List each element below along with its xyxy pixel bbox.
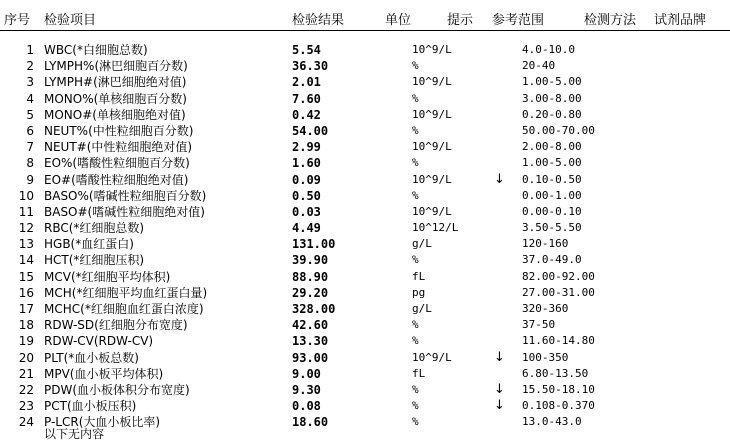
table-row: [0, 139, 730, 155]
table-row: [0, 301, 730, 317]
reference-range: 50.00-70.00: [522, 123, 595, 137]
test-result: 0.50: [292, 188, 321, 203]
reference-range: 0.108-0.370: [522, 399, 595, 413]
test-name: MONO%(单核细胞百分数): [44, 91, 187, 106]
table-row: [0, 269, 730, 285]
table-row: [0, 58, 730, 74]
row-index: 9: [26, 172, 34, 187]
test-name: MCH(*红细胞平均血红蛋白量): [44, 285, 208, 300]
reference-range: 320-360: [522, 302, 569, 315]
row-index: 22: [18, 382, 34, 397]
table-row: [0, 414, 730, 430]
table-row: [0, 252, 730, 268]
table-row: [0, 285, 730, 301]
row-index: 19: [18, 334, 34, 349]
row-index: 23: [18, 399, 34, 414]
test-name: LYMPH%(淋巴细胞百分数): [44, 59, 188, 74]
test-unit: %: [412, 399, 419, 413]
test-result: 13.30: [292, 334, 329, 349]
table-row: [0, 42, 730, 58]
reference-range: 27.00-31.00: [522, 285, 595, 299]
reference-range: 15.50-18.10: [522, 382, 595, 396]
row-index: 14: [18, 253, 34, 268]
row-index: 10: [18, 188, 34, 203]
abnormal-flag-icon: ↓: [494, 349, 505, 365]
test-result: 328.00: [292, 302, 336, 316]
test-name: EO#(嗜酸性粒细胞绝对值): [44, 172, 189, 187]
reference-range: 0.20-0.80: [522, 107, 582, 121]
abnormal-flag-icon: ↓: [494, 171, 505, 187]
table-row: [0, 220, 730, 236]
row-index: 21: [18, 366, 34, 381]
test-name: MCV(*红细胞平均体积): [44, 269, 171, 284]
table-row: [0, 188, 730, 204]
test-unit: %: [412, 156, 419, 170]
test-name: RBC(*红细胞总数): [44, 221, 145, 236]
test-result: 5.54: [292, 43, 321, 57]
row-index: 15: [18, 269, 34, 284]
end-of-report-note: 以下无内容: [44, 427, 105, 441]
row-index: 5: [26, 107, 34, 122]
table-row: [0, 107, 730, 123]
reference-range: 37.0-49.0: [522, 253, 582, 267]
test-unit: pg: [412, 285, 426, 299]
test-unit: %: [412, 188, 419, 202]
test-unit: g/L: [412, 302, 432, 315]
test-unit: 10^9/L: [412, 43, 452, 56]
test-name: MONO#(单核细胞绝对值): [44, 107, 186, 122]
abnormal-flag-icon: ↓: [494, 398, 505, 414]
test-name: PCT(血小板压积): [44, 399, 137, 414]
test-name: RDW-SD(红细胞分布宽度): [44, 318, 188, 333]
row-index: 11: [18, 204, 34, 219]
test-unit: 10^9/L: [412, 204, 452, 218]
reference-range: 4.0-10.0: [522, 43, 575, 56]
row-index: 3: [26, 75, 34, 90]
test-name: MCHC(*红细胞血红蛋白浓度): [44, 302, 204, 316]
test-result: 131.00: [292, 237, 336, 252]
row-index: 1: [26, 43, 34, 57]
reference-range: 2.00-8.00: [522, 140, 582, 154]
row-index: 12: [18, 221, 34, 236]
header-flag: 提示: [447, 13, 474, 28]
row-index: 7: [26, 140, 34, 155]
row-index: 4: [26, 91, 34, 106]
test-result: 0.42: [292, 107, 321, 122]
table-row: [0, 366, 730, 382]
test-name: BASO#(嗜碱性粒细胞绝对值): [44, 204, 205, 219]
test-result: 29.20: [292, 285, 329, 300]
test-unit: 10^9/L: [412, 107, 452, 121]
table-row: [0, 74, 730, 90]
test-result: 36.30: [292, 59, 329, 74]
test-unit: %: [412, 123, 419, 137]
results-table: [0, 42, 730, 431]
test-result: 7.60: [292, 91, 321, 106]
row-index: 2: [26, 59, 34, 74]
test-result: 93.00: [292, 350, 329, 365]
test-result: 0.03: [292, 204, 321, 219]
test-unit: 10^9/L: [412, 75, 452, 89]
reference-range: 100-350: [522, 350, 569, 364]
table-row: [0, 155, 730, 171]
row-index: 20: [18, 350, 34, 365]
test-name: BASO%(嗜碱性粒细胞百分数): [44, 188, 207, 203]
reference-range: 20-40: [522, 59, 556, 73]
reference-range: 120-160: [522, 237, 569, 251]
test-name: HCT(*红细胞压积): [44, 253, 145, 268]
reference-range: 37-50: [522, 318, 556, 332]
test-unit: %: [412, 253, 419, 267]
test-result: 2.01: [292, 75, 321, 90]
test-unit: %: [412, 91, 419, 105]
test-result: 39.90: [292, 253, 329, 268]
test-result: 4.49: [292, 221, 321, 236]
test-unit: 10^9/L: [412, 140, 452, 154]
reference-range: 0.00-0.10: [522, 204, 582, 218]
header-result: 检验结果: [292, 13, 345, 28]
header-reagent: 试剂品牌: [654, 13, 707, 28]
test-name: P-LCR(大血小板比率): [44, 415, 161, 430]
test-unit: fL: [412, 269, 426, 283]
test-unit: 10^12/L: [412, 221, 459, 235]
reference-range: 0.10-0.50: [522, 172, 582, 186]
test-name: HGB(*血红蛋白): [44, 237, 134, 252]
test-result: 42.60: [292, 318, 329, 333]
table-row: [0, 333, 730, 349]
table-row: [0, 350, 730, 366]
reference-range: 11.60-14.80: [522, 334, 595, 348]
test-result: 0.08: [292, 399, 321, 414]
test-result: 88.90: [292, 269, 329, 284]
test-name: NEUT%(中性粒细胞百分数): [44, 123, 194, 138]
test-unit: 10^9/L: [412, 350, 452, 364]
test-unit: %: [412, 415, 419, 429]
row-index: 17: [18, 302, 34, 316]
test-result: 2.99: [292, 140, 321, 155]
row-index: 6: [26, 123, 34, 138]
test-result: 0.09: [292, 172, 321, 187]
test-unit: 10^9/L: [412, 172, 452, 186]
test-result: 9.30: [292, 382, 321, 397]
header-ref: 参考范围: [492, 13, 545, 28]
reference-range: 82.00-92.00: [522, 269, 595, 283]
test-name: PLT(*血小板总数): [44, 350, 139, 365]
row-index: 13: [18, 237, 34, 252]
reference-range: 3.00-8.00: [522, 91, 582, 105]
row-index: 8: [26, 156, 34, 171]
abnormal-flag-icon: ↓: [494, 381, 505, 397]
reference-range: 1.00-5.00: [522, 75, 582, 89]
test-name: EO%(嗜酸性粒细胞百分数): [44, 156, 190, 171]
table-row: [0, 204, 730, 220]
test-result: 1.60: [292, 156, 321, 171]
table-row: [0, 236, 730, 252]
table-row: [0, 317, 730, 333]
test-unit: %: [412, 59, 419, 73]
reference-range: 6.80-13.50: [522, 366, 589, 380]
row-index: 24: [18, 415, 34, 430]
test-result: 18.60: [292, 415, 329, 430]
row-index: 16: [18, 285, 34, 300]
test-name: MPV(血小板平均体积): [44, 366, 164, 381]
table-row: [0, 123, 730, 139]
table-row: [0, 172, 730, 188]
reference-range: 0.00-1.00: [522, 188, 582, 202]
reference-range: 13.0-43.0: [522, 415, 582, 429]
header-method: 检测方法: [584, 13, 637, 28]
row-index: 18: [18, 318, 34, 333]
header-unit: 单位: [385, 13, 412, 28]
header-seq: 序号: [4, 13, 31, 28]
table-row: [0, 398, 730, 414]
test-unit: g/L: [412, 237, 432, 251]
test-unit: %: [412, 382, 419, 396]
test-unit: fL: [412, 366, 426, 380]
reference-range: 1.00-5.00: [522, 156, 582, 170]
test-unit: %: [412, 334, 419, 348]
header-item: 检验项目: [44, 13, 97, 28]
test-name: NEUT#(中性粒细胞绝对值): [44, 140, 193, 155]
table-row: [0, 382, 730, 398]
table-row: [0, 91, 730, 107]
test-result: 54.00: [292, 123, 329, 138]
test-name: RDW-CV(RDW-CV): [44, 334, 154, 349]
reference-range: 3.50-5.50: [522, 221, 582, 235]
header-divider: [0, 30, 730, 31]
test-result: 9.00: [292, 366, 321, 381]
test-name: WBC(*白细胞总数): [44, 43, 148, 57]
test-name: PDW(血小板体积分布宽度): [44, 382, 190, 397]
test-unit: %: [412, 318, 419, 332]
test-name: LYMPH#(淋巴细胞绝对值): [44, 75, 187, 90]
